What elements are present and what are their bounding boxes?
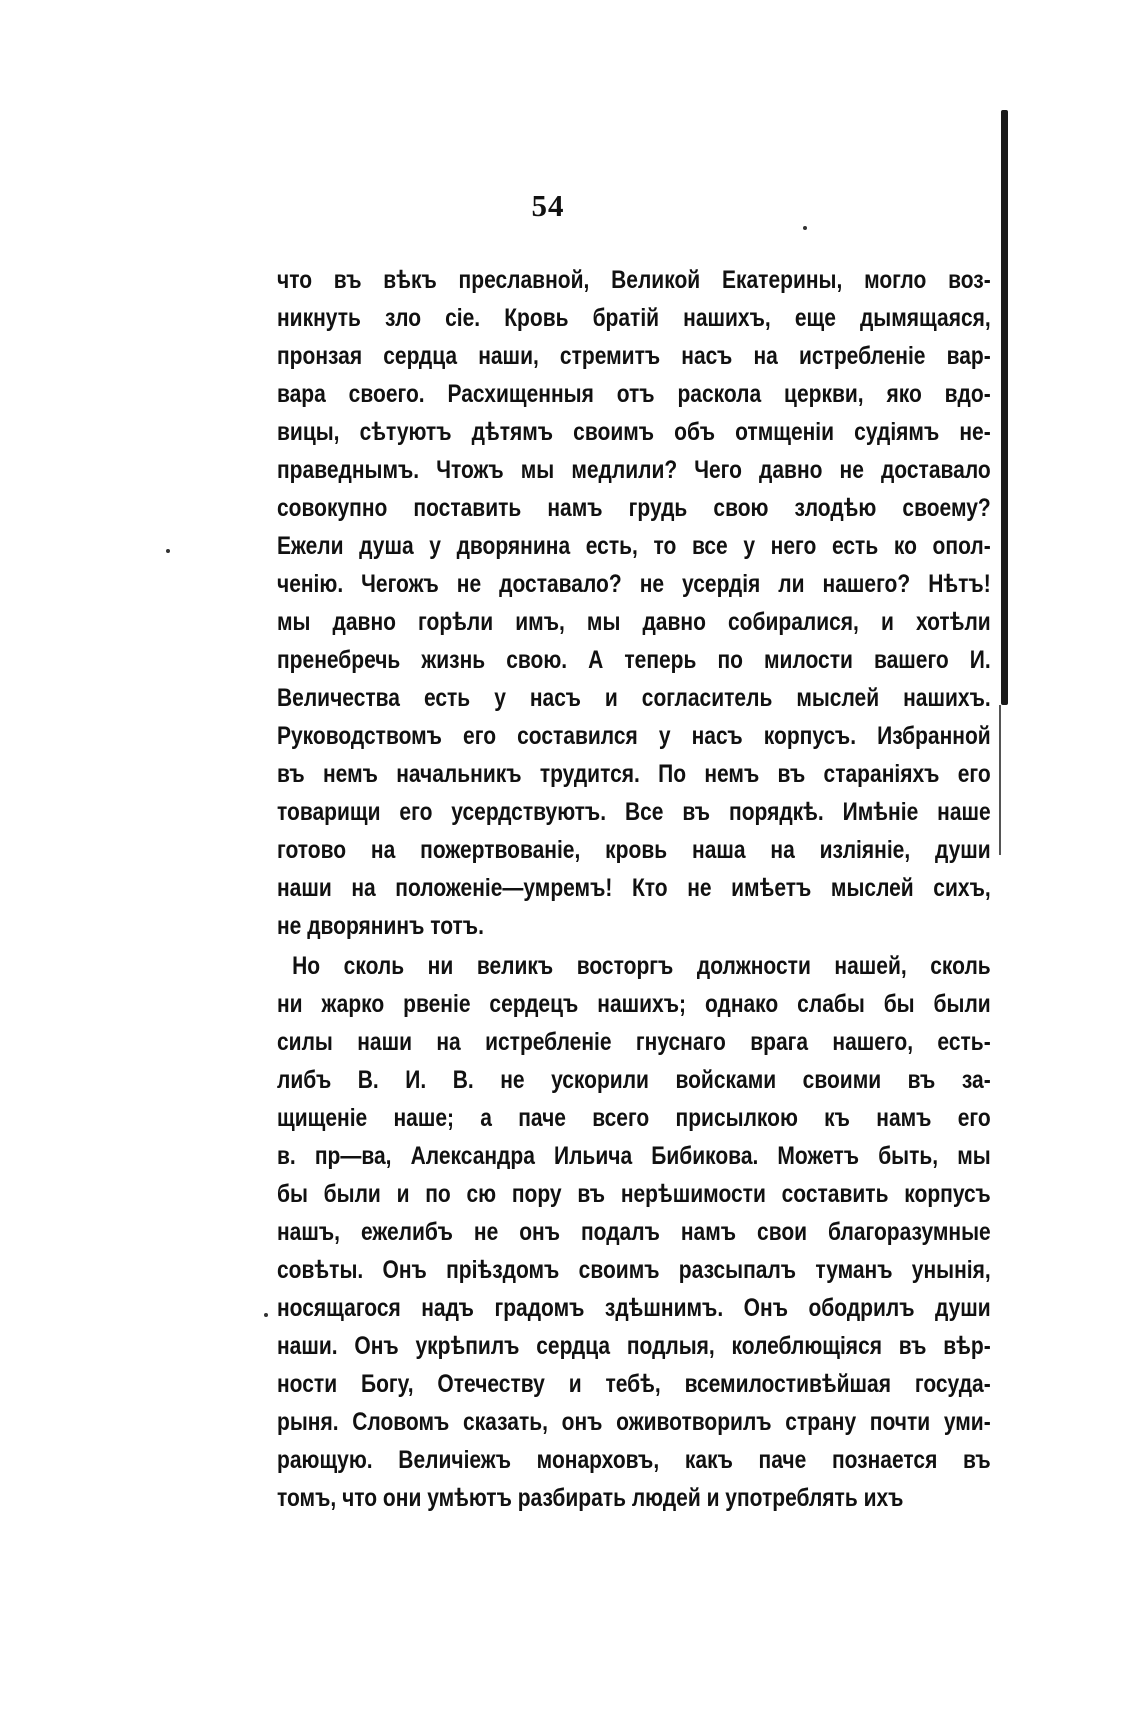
text-line: щищеніе наше; а паче всего присылкою къ намъ его [277, 1104, 991, 1132]
text-line: Величества есть у насъ и согласитель мыслей нашихъ. [277, 684, 991, 712]
text-line: готово на пожертвованіе, кровь наша на изліяніе, души [277, 836, 991, 864]
text-line: совѣты. Онъ пріѣздомъ своимъ разсыпалъ туманъ унынія, [277, 1256, 991, 1284]
page-number: 54 [531, 188, 565, 223]
text-line: наши на положеніе—умремъ! Кто не имѣетъ мыслей сихъ, [277, 874, 991, 902]
text-line: товарищи его усердствуютъ. Все въ порядкѣ. Имѣніе наше [277, 798, 991, 826]
text-line: Руководствомъ его составился у насъ корпусъ. Избранной [277, 722, 991, 750]
text-line: томъ, что они умѣютъ разбирать людей и употреблять ихъ [277, 1484, 904, 1512]
text-line: праведнымъ. Чтожъ мы медлили? Чего давно не доставало [277, 456, 991, 484]
paragraph-1 [277, 261, 991, 945]
text-line: наши. Онъ укрѣпилъ сердца подлыя, колеблющіяся въ вѣр- [277, 1332, 991, 1360]
text-line: носящагося надъ градомъ здѣшнимъ. Онъ ободрилъ души [277, 1294, 991, 1322]
text-line: пронзая сердца наши, стремитъ насъ на истребленіе вар- [277, 342, 991, 370]
text-line: ности Богу, Отечеству и тебѣ, всемилостивѣйшая госуда- [277, 1370, 991, 1398]
text-line: ченію. Чегожъ не доставало? не усердія ли нашего? Нѣтъ! [277, 570, 991, 598]
speck-mark [803, 226, 807, 230]
text-line: силы наши на истребленіе гнуснаго врага нашего, есть- [277, 1028, 991, 1056]
text-line: нашъ, ежелибъ не онъ подалъ намъ свои благоразумные [277, 1218, 991, 1246]
text-line: в. пр—ва, Александра Ильича Бибикова. Можетъ быть, мы [277, 1142, 991, 1170]
speck-mark [166, 549, 170, 553]
text-line: что въ вѣкъ преславной, Великой Екатерины, могло воз- [277, 266, 991, 294]
text-line: никнуть зло сіе. Кровь братій нашихъ, еще дымящаяся, [277, 304, 991, 332]
text-line: въ немъ начальникъ трудится. По немъ въ стараніяхъ его [277, 760, 991, 788]
text-line: либъ В. И. В. не ускорили войсками своими въ за- [277, 1066, 991, 1094]
page-edge-line [999, 705, 1001, 855]
text-line: бы были и по сю пору въ нерѣшимости составить корпусъ [277, 1180, 991, 1208]
text-line: вара своего. Расхищенныя отъ раскола церкви, яко вдо- [277, 380, 991, 408]
paragraph-2 [277, 947, 991, 1517]
body-text [277, 261, 991, 1517]
text-line: ни жарко рвеніе сердецъ нашихъ; однако слабы бы были [277, 990, 991, 1018]
speck-mark [264, 1313, 268, 1317]
text-line: вицы, сѣтуютъ дѣтямъ своимъ объ отмщеніи судіямъ не- [277, 418, 991, 446]
text-line: Но сколь ни великъ восторгъ должности нашей, сколь [292, 952, 991, 980]
text-line: не дворянинъ тотъ. [277, 912, 484, 940]
text-line: совокупно поставить намъ грудь свою злодѣю своему? [277, 494, 991, 522]
text-line: рающую. Величіежъ монарховъ, какъ паче познается въ [277, 1446, 991, 1474]
text-line: Ежели душа у дворянина есть, то все у него есть ко опол- [277, 532, 991, 560]
text-line: рыня. Словомъ сказать, онъ оживотворилъ страну почти уми- [277, 1408, 991, 1436]
text-line: пренебречь жизнь свою. А теперь по милости вашего И. [277, 646, 991, 674]
text-line: мы давно горѣли имъ, мы давно собиралися, и хотѣли [277, 608, 991, 636]
